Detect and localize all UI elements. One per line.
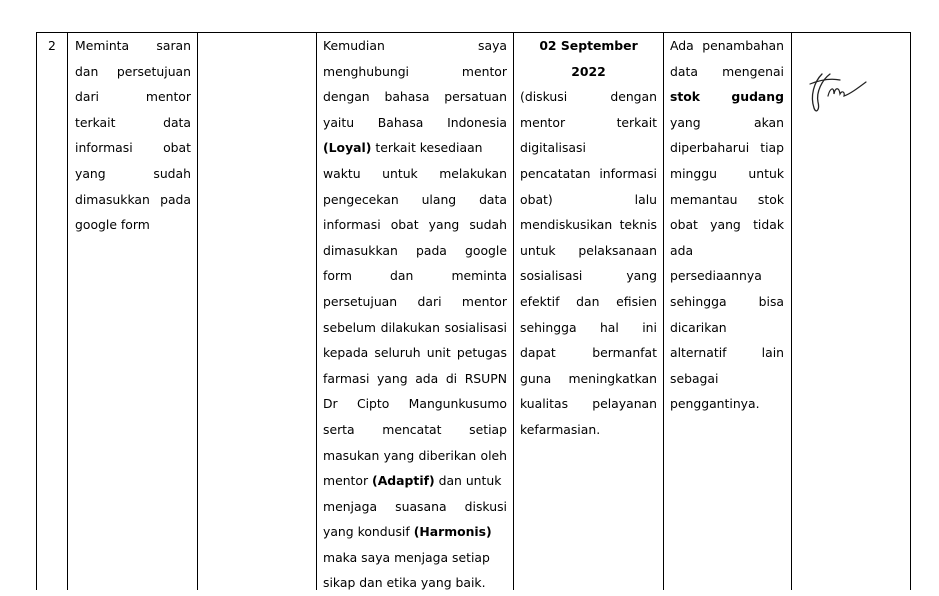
date-note-line: dapat bermanfat bbox=[520, 345, 657, 361]
activity-line: yang sudah bbox=[75, 165, 191, 181]
adaptif-value: (Adaptif) bbox=[372, 473, 435, 489]
date-note-line: (diskusi dengan bbox=[520, 89, 657, 105]
description-line: dimasukkan pada google bbox=[323, 242, 507, 258]
description-line: masukan yang diberikan oleh bbox=[323, 447, 507, 463]
date-note-line: sosialisasi yang bbox=[520, 268, 657, 284]
date-note-line: obat) lalu bbox=[520, 191, 657, 207]
description-line: Dr Cipto Mangunkusumo bbox=[323, 396, 507, 412]
signature-icon bbox=[800, 62, 870, 122]
date-note-line: guna meningkatkan bbox=[520, 370, 657, 386]
result-line: ada bbox=[670, 242, 694, 258]
date-line: 02 September bbox=[539, 38, 638, 53]
description-line: waktu untuk melakukan bbox=[323, 165, 507, 181]
result-line: diperbaharui tiap bbox=[670, 140, 784, 156]
description-cell bbox=[323, 33, 507, 596]
activity-cell bbox=[75, 33, 191, 238]
description-line: dengan bahasa persatuan bbox=[323, 89, 507, 105]
description-line: sebelum dilakukan sosialisasi bbox=[323, 319, 507, 335]
result-line: persediaannya bbox=[670, 268, 762, 284]
result-line: obat yang tidak bbox=[670, 217, 784, 233]
description-line: farmasi yang ada di RSUPN bbox=[323, 370, 507, 386]
description-line: pengecekan ulang data bbox=[323, 191, 507, 207]
date-note-line: mentor terkait bbox=[520, 114, 657, 130]
row-number-cell bbox=[37, 33, 67, 59]
result-line: Ada penambahan bbox=[670, 38, 784, 53]
result-line: yang akan bbox=[670, 114, 784, 130]
description-line: (Loyal) terkait kesediaan bbox=[323, 140, 483, 156]
description-line: informasi obat yang sudah bbox=[323, 217, 507, 233]
result-line: minggu untuk bbox=[670, 165, 784, 181]
date-year: 2022 bbox=[571, 63, 606, 79]
row-number: 2 bbox=[48, 38, 56, 53]
description-line: form dan meminta bbox=[323, 268, 507, 284]
description-line: Kemudian saya bbox=[323, 38, 507, 53]
result-line: dicarikan bbox=[670, 319, 727, 335]
description-line: yaitu Bahasa Indonesia bbox=[323, 114, 507, 130]
harmonis-value: (Harmonis) bbox=[413, 524, 492, 540]
result-line: alternatif lain bbox=[670, 345, 784, 361]
description-line: persetujuan dari mentor bbox=[323, 293, 507, 309]
result-line: sebagai bbox=[670, 370, 719, 386]
activity-line: Meminta saran bbox=[75, 38, 191, 53]
description-line: serta mencatat setiap bbox=[323, 421, 507, 437]
description-line: yang kondusif (Harmonis) bbox=[323, 524, 492, 540]
description-line: mentor (Adaptif) dan untuk bbox=[323, 473, 502, 489]
date-note-line: kualitas pelayanan bbox=[520, 396, 657, 412]
activity-line: dimasukkan pada bbox=[75, 191, 191, 207]
table-border-left bbox=[36, 32, 37, 590]
result-line: sehingga bisa bbox=[670, 293, 784, 309]
date-note-line: kefarmasian. bbox=[520, 421, 601, 437]
description-line: maka saya menjaga setiap bbox=[323, 549, 490, 565]
description-line: menjaga suasana diskusi bbox=[323, 498, 507, 514]
activity-line: dari mentor bbox=[75, 89, 191, 105]
column-divider-1 bbox=[67, 32, 68, 590]
result-line: memantau stok bbox=[670, 191, 784, 207]
date-note-line: sehingga hal ini bbox=[520, 319, 657, 335]
activity-line: informasi obat bbox=[75, 140, 191, 156]
column-divider-5 bbox=[663, 32, 664, 590]
column-divider-4 bbox=[513, 32, 514, 590]
description-line: sikap dan etika yang baik. bbox=[323, 575, 486, 591]
result-line: data mengenai bbox=[670, 63, 784, 79]
activity-line: google form bbox=[75, 217, 150, 233]
loyal-value: (Loyal) bbox=[323, 140, 372, 156]
result-cell bbox=[670, 33, 784, 417]
result-line: penggantinya. bbox=[670, 396, 760, 412]
column-divider-3 bbox=[316, 32, 317, 590]
date-note-line: efektif dan efisien bbox=[520, 293, 657, 309]
activity-line: dan persetujuan bbox=[75, 63, 191, 79]
description-line: menghubungi mentor bbox=[323, 63, 507, 79]
date-cell bbox=[520, 33, 657, 443]
description-line: kepada seluruh unit petugas bbox=[323, 345, 507, 361]
date-note-line: mendiskusikan teknis bbox=[520, 217, 657, 233]
date-note-line: digitalisasi bbox=[520, 140, 586, 156]
column-divider-6 bbox=[791, 32, 792, 590]
table-border-right bbox=[910, 32, 911, 590]
result-line: stok gudang bbox=[670, 89, 784, 105]
activity-line: terkait data bbox=[75, 114, 191, 130]
date-note-line: untuk pelaksanaan bbox=[520, 242, 657, 258]
column-divider-2 bbox=[197, 32, 198, 590]
date-note-line: pencatatan informasi bbox=[520, 165, 657, 181]
